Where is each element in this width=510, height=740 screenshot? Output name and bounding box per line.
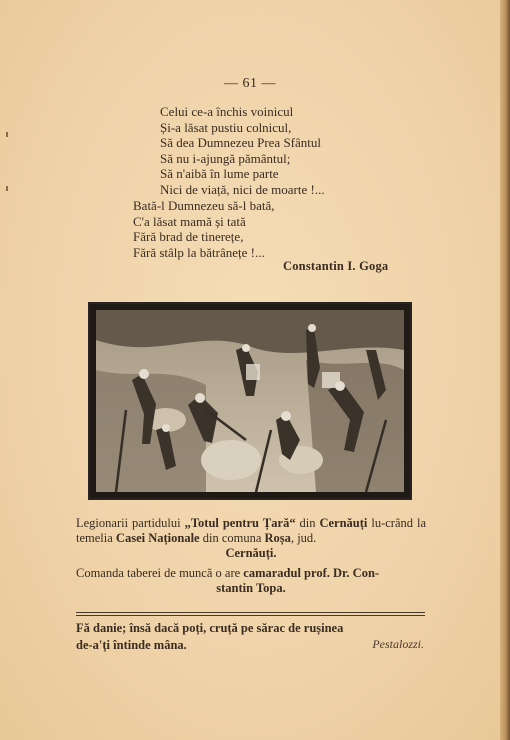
poem-line: C'a lăsat mamă și tată (133, 213, 246, 229)
poem-stanza-2 (133, 198, 275, 260)
quote-line: de-a'ți întinde mâna. (76, 638, 187, 652)
poem-line: Bată-l Dumnezeu să-l bată, (133, 198, 275, 213)
binding-mark (6, 186, 8, 191)
caption-bold-text: stantin Topa. (216, 581, 286, 595)
workers-photo (96, 310, 404, 492)
caption-bold-text: „Totul pentru Țară“ (184, 516, 296, 530)
photo-caption (76, 516, 426, 561)
poem-line: Celui ce-a închis voinicul (160, 104, 294, 119)
caption-text: Comanda taberei de muncă o are (76, 566, 244, 580)
caption-text: din (295, 516, 320, 530)
poem-stanza-1 (160, 104, 325, 197)
photo-illustration (96, 310, 404, 492)
photo-caption-command (76, 566, 426, 596)
caption-bold-text: camaradul prof. Dr. Con- (243, 566, 380, 580)
page-number: — 61 — (224, 76, 276, 91)
caption-text: din comuna (199, 531, 265, 545)
divider (76, 612, 425, 613)
photo-frame (88, 302, 412, 500)
poem-line: Să n'aibă în lume parte (160, 166, 279, 181)
caption-bold-text: Cernăuți (319, 516, 368, 530)
poem-author: Constantin I. Goga (283, 259, 389, 273)
caption-bold-text: Casei Naționale (115, 531, 200, 545)
poem-line: Și-a lăsat pustiu colnicul, (160, 119, 292, 135)
page-edge (500, 0, 510, 740)
caption-text: lu-crând la temelia (76, 516, 427, 545)
caption-text: Legionarii partidului (76, 516, 185, 530)
poem-line: Fără brad de tinerețe, (133, 229, 244, 244)
caption-text: , jud. (290, 531, 317, 545)
poem-line: Să dea Dumnezeu Prea Sfântul (160, 135, 322, 150)
divider (76, 615, 425, 616)
quote-line: Fă danie; însă dacă poți, cruță pe sărac de rușinea (76, 621, 344, 635)
poem-line: Nici de viață, nici de moarte !... (160, 181, 325, 197)
caption-bold-text: Roșa (264, 531, 291, 545)
quote-source: Pestalozzi. (372, 637, 424, 651)
binding-mark (6, 132, 8, 137)
poem-line: Fără stâlp la bătrânețe !... (133, 244, 265, 260)
poem-line: Să nu i-ajungă pământul; (160, 150, 291, 166)
caption-bold-text: Cernăuți. (225, 546, 277, 560)
